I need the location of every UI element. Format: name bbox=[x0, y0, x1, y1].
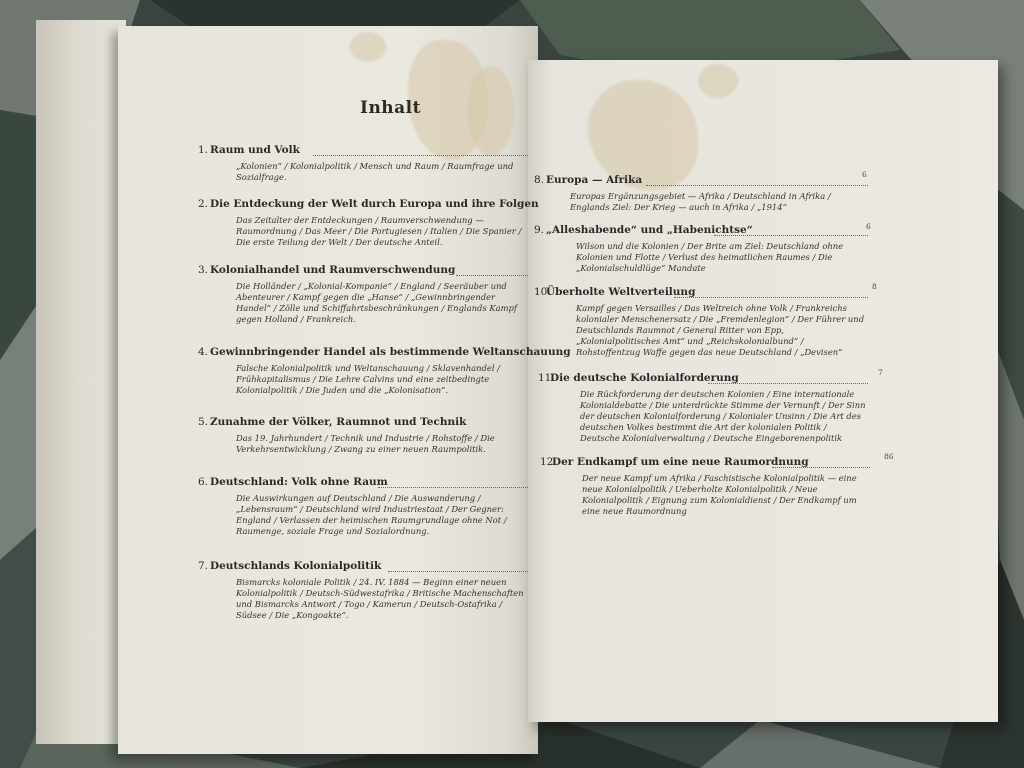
toc-entry bbox=[198, 476, 528, 537]
entry-heading: Kolonialhandel und Raumverschwendung bbox=[210, 264, 456, 276]
entry-subtopics: Europas Ergänzungsgebiet — Afrika / Deutschland in Afrika / Englands Ziel: Der Krieg — auch in Afrika / „1914“ bbox=[570, 191, 831, 212]
toc-entry bbox=[534, 174, 868, 213]
leader-dots bbox=[388, 571, 528, 572]
page-number: 7 bbox=[878, 368, 883, 377]
entry-subtopics: Falsche Kolonialpolitik und Weltanschauung / Sklavenhandel / Frühkapitalismus / Die Lehre Calvins und eine zeitbedingte Kolonialpolitik / Die Juden und die „Kolonisation“. bbox=[236, 363, 501, 395]
entry-heading: „Alleshabende“ und „Habenichtse“ bbox=[546, 224, 753, 236]
leader-dots bbox=[714, 235, 868, 236]
entry-heading: Zunahme der Völker, Raumnot und Technik bbox=[210, 416, 467, 428]
entry-subtopics: „Kolonien“ / Kolonialpolitik / Mensch und Raum / Raumfrage und Sozialfrage. bbox=[236, 161, 514, 182]
entry-number: 1. bbox=[198, 144, 209, 156]
entry-subtopics: Wilson und die Kolonien / Der Brite am Ziel: Deutschland ohne Kolonien und Flotte / Verlust des heimatlichen Raumes / Die „Kolonialschuldlüge“ Mandate bbox=[576, 241, 844, 273]
toc-entry bbox=[198, 198, 539, 248]
toc-entry bbox=[534, 224, 868, 274]
entry-heading: Deutschland: Volk ohne Raum bbox=[210, 476, 388, 488]
entry-heading: Die deutsche Kolonialforderung bbox=[550, 372, 739, 384]
entry-number: 5. bbox=[198, 416, 209, 428]
page-number: 6 bbox=[862, 170, 867, 179]
toc-entry bbox=[534, 286, 868, 358]
leader-dots bbox=[674, 297, 868, 298]
entry-subtopics: Die Auswirkungen auf Deutschland / Die Auswanderung / „Lebensraum“ / Deutschland wird Industriestaat / Der Gegner: England / Verlassen der heimischen Raumgrundlage ohne Not / Raumenge, soziale Frage und Sozialordnung. bbox=[236, 493, 507, 536]
entry-heading: Deutschlands Kolonialpolitik bbox=[210, 560, 382, 572]
entry-heading: Der Endkampf um eine neue Raumordnung bbox=[552, 456, 809, 468]
leader-dots bbox=[313, 155, 528, 156]
page-number: 6 bbox=[866, 222, 871, 231]
entry-heading: Überholte Weltverteilung bbox=[546, 286, 696, 298]
page-number: 8 bbox=[872, 282, 877, 291]
entry-number: 12. bbox=[540, 456, 557, 468]
leader-dots bbox=[378, 487, 528, 488]
entry-subtopics: Der neue Kampf um Afrika / Faschistische Kolonialpolitik — eine neue Kolonialpolitik / Ueberholte Kolonialpolitik / Neue Kolonialpolitik / Eignung zum Kolonialdienst / Der Endkampf um eine neue Raumordnung bbox=[582, 473, 857, 516]
entry-number: 7. bbox=[198, 560, 209, 572]
entry-subtopics: Die Rückforderung der deutschen Kolonien / Eine internationale Kolonialdebatte / Die unterdrückte Stimme der Vernunft / Der Sinn der deutschen Kolonialforderung / Kolonialer Unsinn / Die Art des deutschen Volkes bestimmt die Art der kolonialen Politik / Deutsche Kolonialverwaltung / Deutsche Eingeborenenpolitik bbox=[580, 389, 866, 443]
entry-number: 8. bbox=[534, 174, 545, 186]
toc-entry bbox=[538, 372, 868, 444]
toc-entry bbox=[540, 456, 870, 517]
entry-heading: Raum und Volk bbox=[210, 144, 300, 156]
entry-heading: Gewinnbringender Handel als bestimmende Weltanschauung bbox=[210, 346, 571, 358]
water-stain bbox=[698, 64, 738, 98]
entry-subtopics: Das 19. Jahrhundert / Technik und Industrie / Rohstoffe / Die Verkehrsentwicklung / Zwang zu einer neuen Raumpolitik. bbox=[236, 433, 495, 454]
entry-subtopics: Das Zeitalter der Entdeckungen / Raumverschwendung — Raumordnung / Das Meer / Die Portugiesen / Italien / Die Spanier / Die erste Teilung der Welt / Der deutsche Anteil. bbox=[236, 215, 522, 247]
entry-number: 2. bbox=[198, 198, 209, 210]
toc-entry bbox=[198, 560, 528, 621]
water-stain bbox=[468, 66, 514, 156]
entry-subtopics: Kampf gegen Versailles / Das Weltreich ohne Volk / Frankreichs kolonialer Menschenersatz / Die „Fremdenlegion“ / Der Führer und Deutschlands Raumnot / General Ritter von Epp, „Kolonialpolitisches Amt“ und „Reichskolonialbund“ / Rohstoffentzug Waffe gegen das neue Deutschland / „Devisen“ bbox=[576, 303, 865, 357]
entry-subtopics: Die Holländer / „Kolonial-Kompanie“ / England / Seeräuber und Abenteurer / Kampf gegen die „Hanse“ / „Gewinnbringender Handel“ / Zölle und Schiffahrtsbeschränkungen / Englands Kampf gegen Holland / Frankreich. bbox=[236, 281, 517, 324]
page-number: 86 bbox=[884, 452, 894, 461]
entry-number: 3. bbox=[198, 264, 209, 276]
entry-number: 4. bbox=[198, 346, 209, 358]
leader-dots bbox=[772, 467, 870, 468]
entry-heading: Die Entdeckung der Welt durch Europa und ihre Folgen bbox=[210, 198, 539, 210]
toc-title: Inhalt bbox=[360, 98, 421, 118]
water-stain bbox=[350, 32, 386, 62]
leader-dots bbox=[708, 383, 868, 384]
toc-entry bbox=[198, 144, 528, 183]
toc-entry bbox=[198, 264, 528, 325]
entry-number: 10. bbox=[534, 286, 551, 298]
entry-subtopics: Bismarcks koloniale Politik / 24. IV. 1884 — Beginn einer neuen Kolonialpolitik / Deutsch-Südwestafrika / Britische Machenschaften und Bismarcks Antwort / Togo / Kamerun / Deutsch-Ostafrika / Südsee / Die „Kongoakte“. bbox=[236, 577, 524, 620]
entry-number: 9. bbox=[534, 224, 545, 236]
entry-number: 11. bbox=[538, 372, 555, 384]
toc-entry bbox=[198, 416, 528, 455]
entry-heading: Europa — Afrika bbox=[546, 174, 643, 186]
leader-dots bbox=[456, 275, 528, 276]
leader-dots bbox=[646, 185, 868, 186]
entry-number: 6. bbox=[198, 476, 209, 488]
page-stack-edge bbox=[36, 20, 126, 744]
